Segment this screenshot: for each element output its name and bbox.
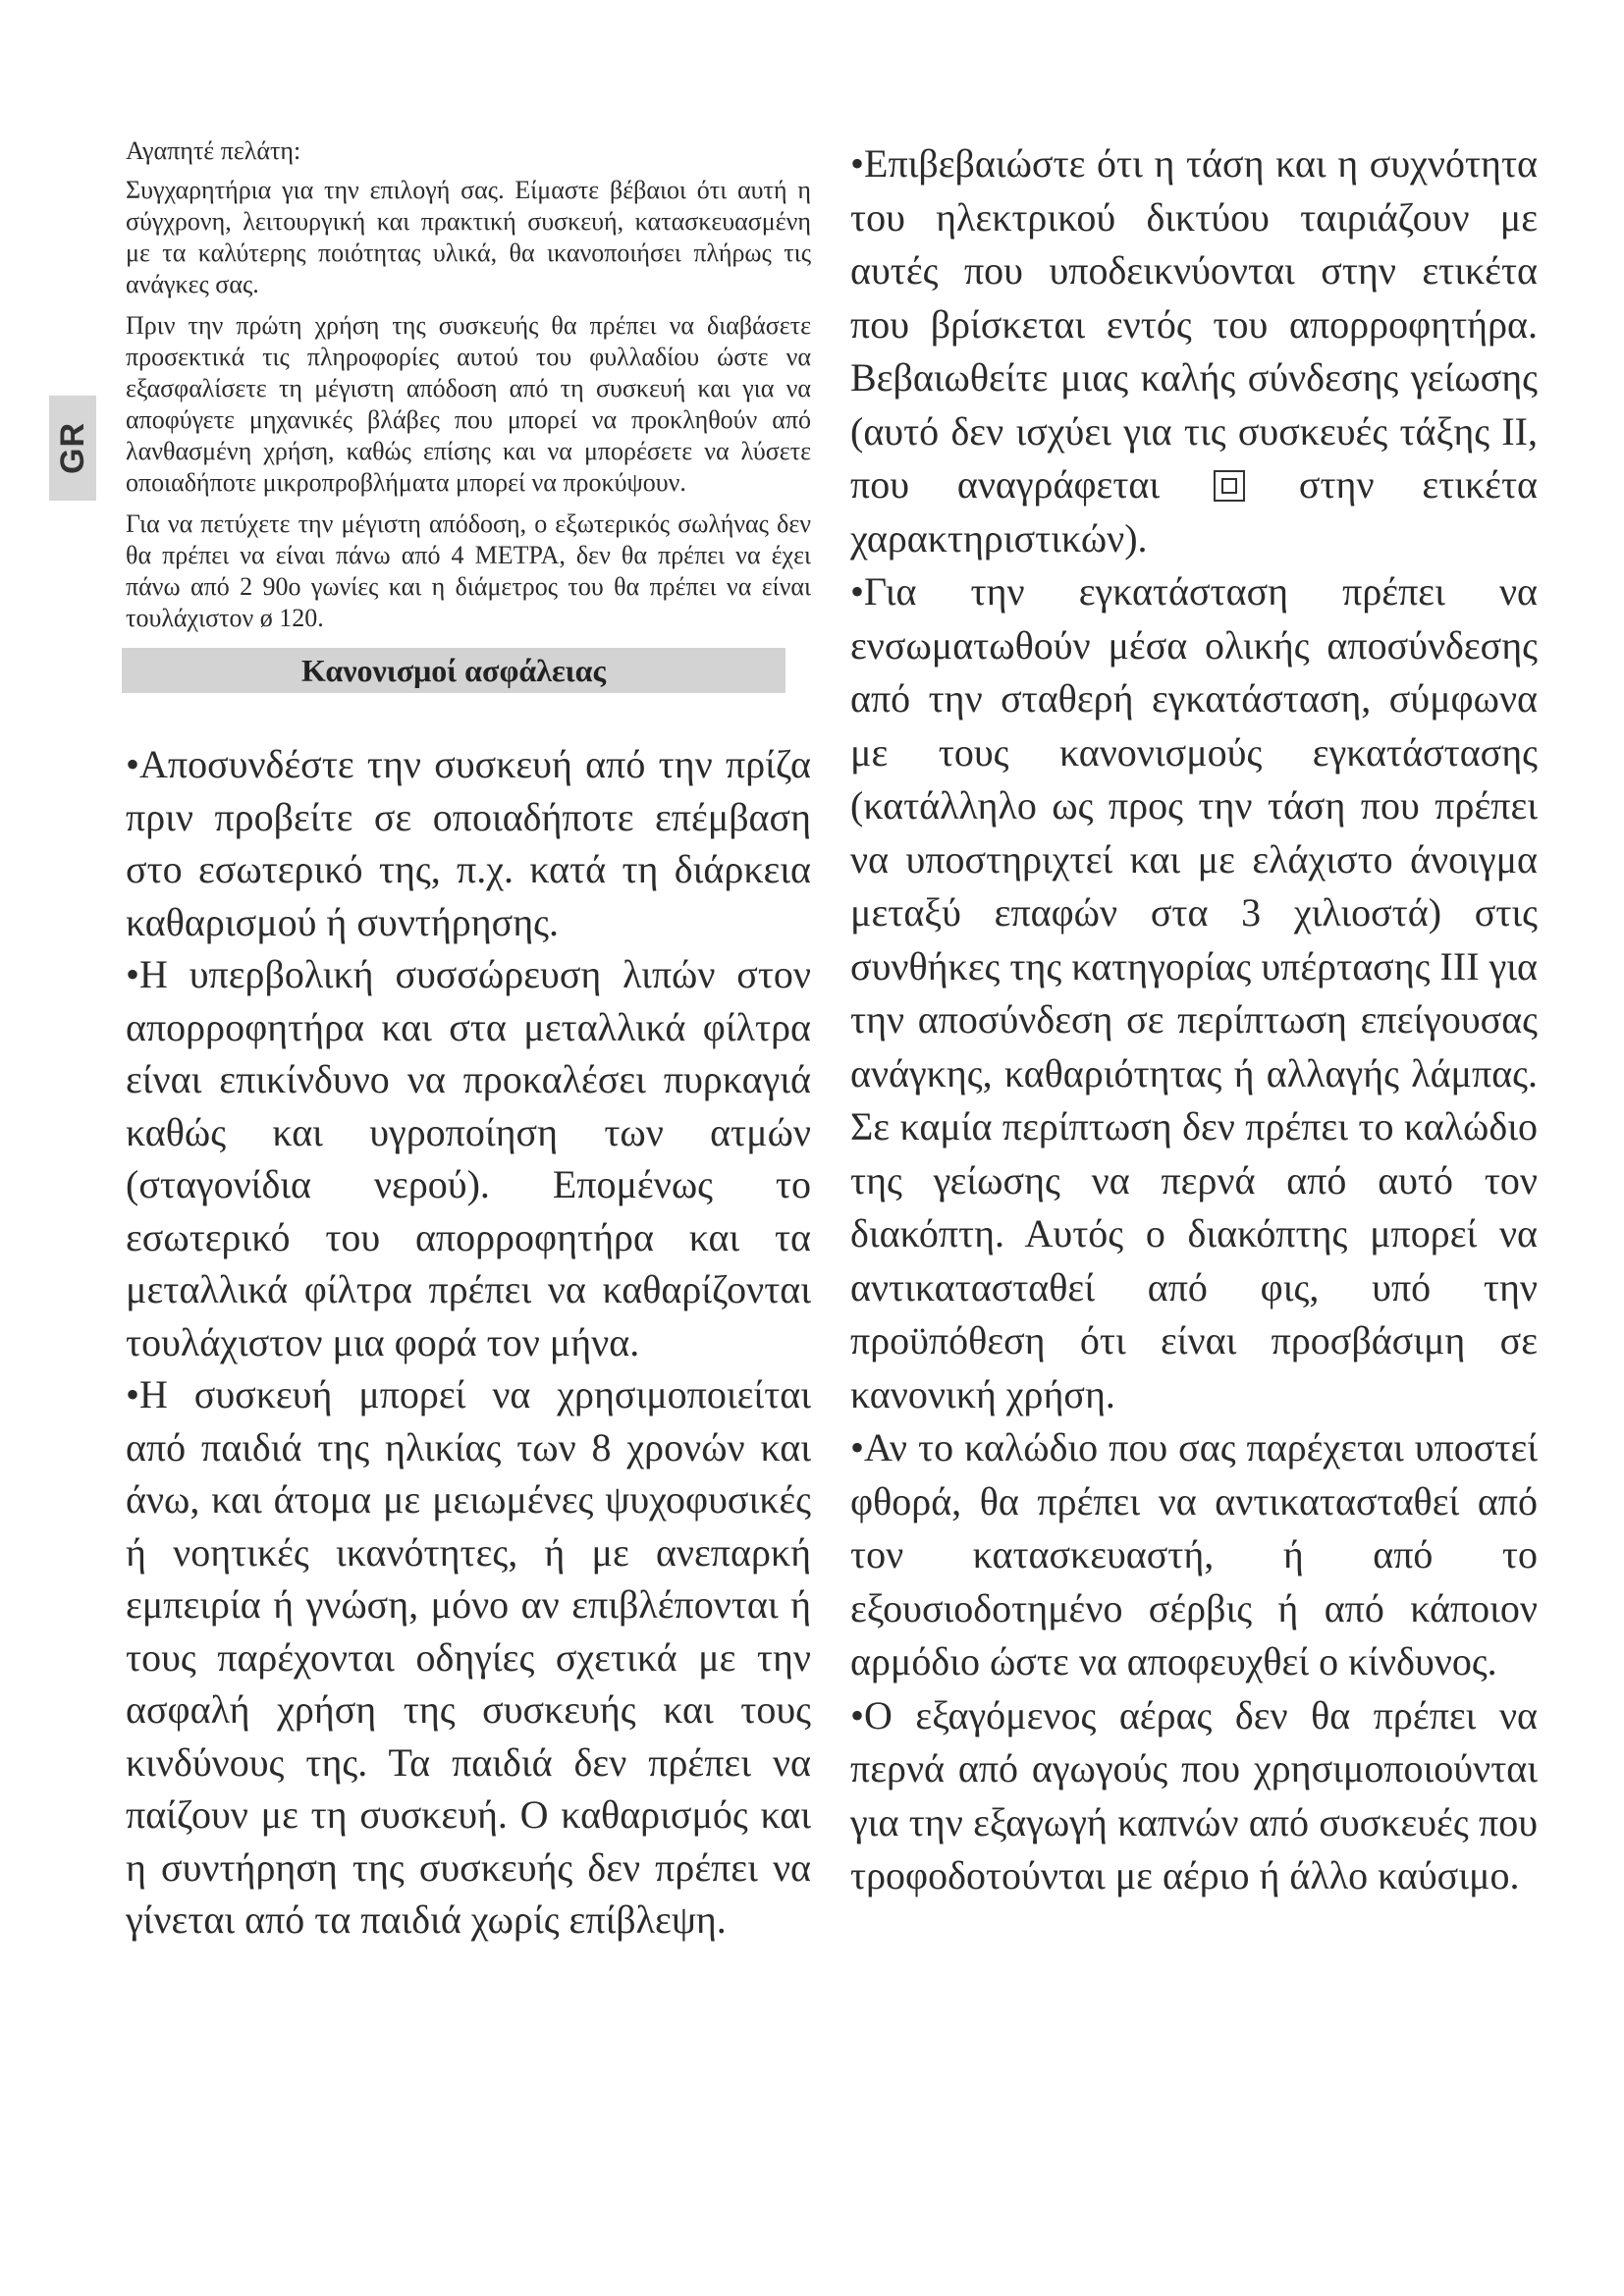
left-column (126, 135, 811, 1947)
greeting: Αγαπητέ πελάτη: (126, 136, 301, 165)
safety-rule: •Η συσκευή μπορεί να χρησιμοποιείται από παιδιά της ηλικίας των 8 χρονών και άνω, και άτομα με μειωμένες ψυχοφυσικές ή νοητικές ικανότητες, ή με ανεπαρκή εμπειρία ή γνώση, μόνο αν επιβλέπονται ή τους παρέχονται οδηγίες σχετικά με την ασφαλή χρήση της συσκευής και τους κινδύνους της. Τα παιδιά δεν πρέπει να παίζουν με τη συσκευή. Ο καθαρισμός και η συντήρηση της συσκευής δεν πρέπει να γίνεται από τα παιδιά χωρίς επίβλεψη. (126, 1372, 811, 1942)
section-title: Κανονισμοί ασφάλειας (301, 652, 606, 688)
intro-paragraph: Πριν την πρώτη χρήση της συσκευής θα πρέπει να διαβάσετε προσεκτικά τις πληροφορίες αυτού του φυλλαδίου ώστε να εξασφαλίσετε τη μέγιστη απόδοση από τη συσκευή και για να αποφύγετε μηχανικές βλάβες που μπορεί να προκληθούν από λανθασμένη χρήση, καθώς επίσης και να μπορέσετε να λύσετε οποιαδήποτε μικροπροβλήματα μπορεί να προκύψουν. (126, 311, 811, 497)
intro-paragraph: Συγχαρητήρια για την επιλογή σας. Είμαστε βέβαιοι ότι αυτή η σύγχρονη, λειτουργική και πρακτική συσκευή, κατασκευασμένη με τα καλύτερης ποιότητας υλικά, θα ικανοποιήσει πλήρως τις ανάγκες σας. (126, 176, 811, 298)
safety-rule: •Αποσυνδέστε την συσκευή από την πρίζα πριν προβείτε σε οποιαδήποτε επέμβαση στο εσωτερικό της, π.χ. κατά τη διάρκεια καθαρισμού ή συντήρησης. (126, 742, 811, 944)
safety-rule: •Η υπερβολική συσσώρευση λιπών στον απορροφητήρα και στα μεταλλικά φίλτρα είναι επικίνδυνο να προκαλέσει πυρκαγιά καθώς και υγροποίηση των ατμών (σταγονίδια νερού). Επομένως το εσωτερικό του απορροφητήρα και τα μεταλλικά φίλτρα πρέπει να καθαρίζονται τουλάχιστον μια φορά τον μήνα. (126, 952, 811, 1364)
section-heading (122, 648, 785, 693)
left-rules (126, 738, 811, 1947)
safety-rule: •Ο εξαγόμενος αέρας δεν θα πρέπει να περνά από αγωγούς που χρησιμοποιούνται για την εξαγωγή καπνών από συσκευές που τροφοδοτούνται με αέριο ή άλλο καύσιμο. (850, 1692, 1538, 1897)
voltage-text-end: στην ετικέτα χαρακτηριστικών). (850, 462, 1539, 561)
voltage-text: •Επιβεβαιώστε ότι η τάση και η συχνότητα του ηλεκτρικού δικτύου ταιριάζουν με αυτές που υποδεικνύονται στην ετικέτα που βρίσκεται εντός του απορροφητήρα. Βεβαιωθείτε μιας καλής σύνδεσης γείωσης (αυτό δεν ισχύει για τις συσκευές τάξης II, που αναγράφεται (850, 141, 1538, 507)
right-rules (850, 137, 1538, 1903)
class-ii-double-insulation-icon (1214, 470, 1245, 502)
safety-rule: •Για την εγκατάσταση πρέπει να ενσωματωθούν μέσα ολικής αποσύνδεσης από την σταθερή εγκατάσταση, σύμφωνα με τους κανονισμούς εγκατάστασης (κατάλληλο ως προς την τάση που πρέπει να υποστηριχτεί και με ελάχιστο άνοιγμα μεταξύ επαφών στα 3 χιλιοστά) στις συνθήκες της κατηγορίας υπέρτασης III για την αποσύνδεση σε περίπτωση επείγουσας ανάγκης, καθαριότητας ή αλλαγής λάμπας. Σε καμία περίπτωση δεν πρέπει το καλώδιο της γείωσης να περνά από αυτό τον διακόπτη. Αυτός ο διακόπτης μπορεί να αντικατασταθεί από φις, υπό την προϋπόθεση ότι είναι προσβάσιμη σε κανονική χρήση. (850, 569, 1538, 1416)
safety-rule: •Αν το καλώδιο που σας παρέχεται υποστεί φθορά, θα πρέπει να αντικατασταθεί από τον κατασκευαστή, ή από το εξουσιοδοτημένο σέρβις ή από κάποιον αρμόδιο ώστε να αποφευχθεί ο κίνδυνος. (850, 1425, 1538, 1683)
safety-rule-voltage (850, 137, 1538, 565)
right-column (850, 137, 1538, 1903)
intro-paragraph: Για να πετύχετε την μέγιστη απόδοση, ο εξωτερικός σωλήνας δεν θα πρέπει να είναι πάνω από 4 ΜΕΤΡΑ, δεν θα πρέπει να έχει πάνω από 2 90ο γωνίες και η διάμετρος του θα πρέπει να είναι τουλάχιστον ø 120. (126, 509, 811, 632)
language-code: GR (53, 422, 91, 474)
intro-section (126, 135, 811, 634)
language-tab (49, 396, 96, 501)
